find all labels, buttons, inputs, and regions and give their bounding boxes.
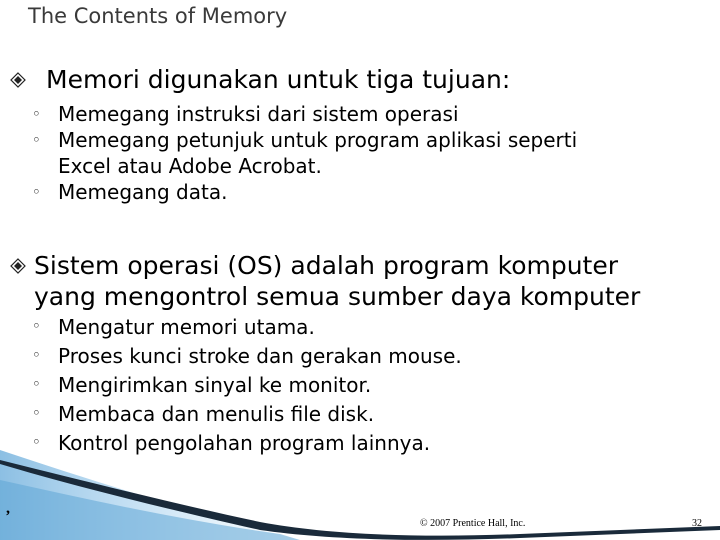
- list-item: ◦ Mengatur memori utama.: [32, 315, 315, 339]
- list-item: ◦ Proses kunci stroke dan gerakan mouse.: [32, 344, 462, 368]
- page-number: 32: [692, 518, 702, 529]
- diamond-bullet-icon: [10, 258, 26, 274]
- list-item: ◦ Kontrol pengolahan program lainnya.: [32, 431, 431, 455]
- bullet-2-text-line-1: Sistem operasi (OS) adalah program komputer: [34, 251, 619, 280]
- slide-title: The Contents of Memory: [28, 4, 288, 28]
- footer-copyright: © 2007 Prentice Hall, Inc.: [420, 518, 526, 529]
- list-item-continuation: Excel atau Adobe Acrobat.: [58, 154, 322, 178]
- bullet-2-sublist: [32, 313, 462, 458]
- list-item: ◦ Membaca dan menulis file disk.: [32, 402, 375, 426]
- footer-swoosh-decoration: [0, 450, 720, 540]
- list-item: ◦ Memegang petunjuk untuk program aplikasi seperti: [32, 128, 578, 152]
- list-item: ◦ Memegang data.: [32, 180, 228, 204]
- list-item: ◦ Mengirimkan sinyal ke monitor.: [32, 373, 372, 397]
- bullet-1-text: Memori digunakan untuk tiga tujuan:: [46, 65, 511, 94]
- list-item: ◦ Memegang instruksi dari sistem operasi: [32, 102, 459, 126]
- footer-comma: ,: [6, 500, 10, 517]
- bullet-2-text-line-2: yang mengontrol semua sumber daya komputer: [34, 282, 641, 311]
- diamond-bullet-icon: [10, 72, 26, 88]
- bullet-1-sublist: [32, 101, 577, 205]
